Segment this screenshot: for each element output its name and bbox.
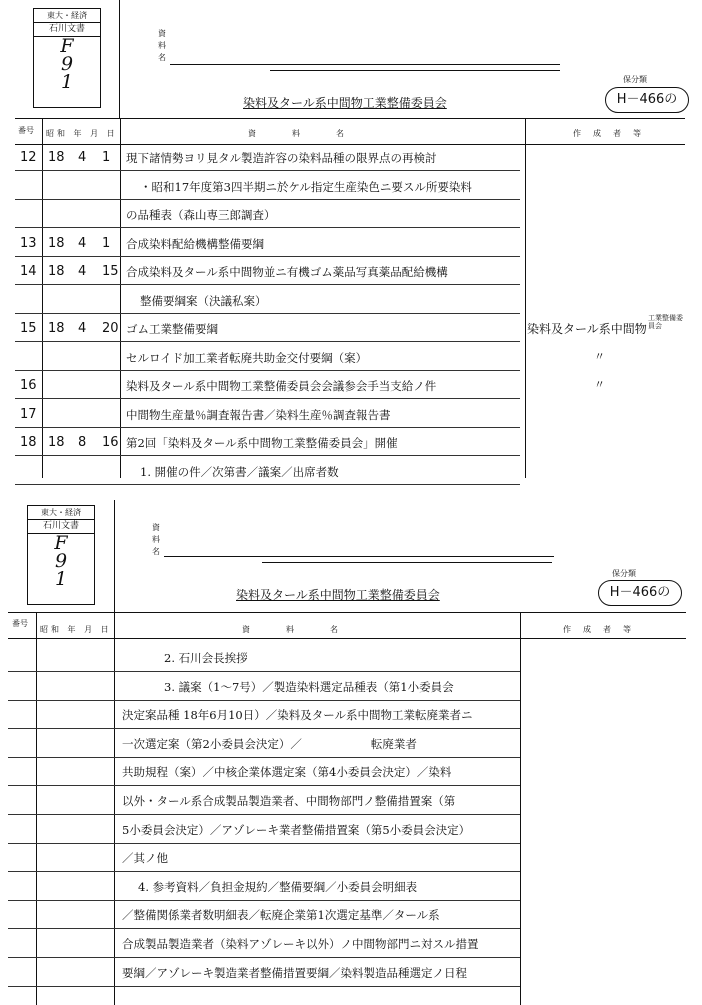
stamp-code-2: 9: [60, 53, 74, 75]
row-title: 合成染料及タール系中間物並ニ有機ゴム薬品写真薬品配給機構: [126, 265, 448, 279]
row-title: 決定案品種 18年6月10日）／染料及タール系中間物工業転廃業者ニ: [122, 708, 473, 723]
row-month: 8: [78, 435, 87, 450]
row-title: セルロイド加工業者転廃共助金交付要綱（案）: [126, 350, 368, 365]
document-label-2: 資料名: [152, 523, 160, 556]
row-day: 15: [102, 264, 119, 279]
row-title: 中間物生産量％調査報告書／染料生産％調査報告書: [126, 407, 391, 422]
header-date: 昭和 年 月 日: [46, 129, 118, 138]
row-number: 16: [20, 378, 37, 393]
row-title: 第2回「染料及タール系中間物工業整備委員会」開催: [126, 436, 398, 450]
row-rule: [15, 227, 520, 228]
stamp-code-2: 9: [54, 550, 68, 572]
row-title: 3. 議案（1～7号）／製造染料選定品種表（第1小委員会: [164, 679, 454, 694]
row-rule: [8, 728, 520, 729]
author-ditto-2: 〃: [594, 378, 605, 391]
row-number: 18: [20, 435, 37, 450]
row-year: 18: [48, 235, 65, 251]
page-title-2: 染料及タール系中間物工業整備委員会: [236, 588, 440, 602]
stamp-top: 東大・経済: [34, 9, 100, 23]
row-title: ・昭和17年度第3四半期ニ於ケル指定生産染色ニ要スル所要染料: [140, 179, 472, 194]
archive-stamp-2: [27, 505, 95, 605]
row-rule: [15, 484, 520, 485]
row-day: 1: [102, 150, 111, 165]
row-rule: [8, 785, 520, 786]
row-year: 18: [48, 264, 65, 279]
header-number-2: 番号: [12, 619, 28, 628]
row-number: 15: [20, 321, 37, 336]
row-rule: [8, 757, 520, 758]
document-label: 資料名: [158, 29, 166, 62]
row-rule: [8, 843, 520, 844]
row-day: 1: [102, 235, 111, 251]
row-rule: [8, 871, 520, 872]
archive-stamp: [33, 8, 101, 108]
row-rule: [15, 284, 520, 285]
header-author: 作成者等: [573, 129, 653, 138]
row-year: 18: [48, 435, 65, 450]
row-month: 4: [78, 264, 87, 279]
row-month: 4: [78, 321, 87, 336]
classification-label-2: 保分類: [612, 569, 636, 578]
row-day: 20: [102, 321, 119, 336]
classification-label: 保分類: [623, 75, 647, 84]
row-rule: [15, 427, 520, 428]
row-rule: [8, 900, 520, 901]
row-title: 染料及タール系中間物工業整備委員会会議参会手当支給ノ件: [126, 379, 437, 393]
row-year: 18: [48, 150, 65, 165]
row-title: 一次選定案（第2小委員会決定）／ 転廃業者: [122, 736, 417, 751]
row-day: 16: [102, 435, 119, 450]
row-title: 合成染料配給機構整備要綱: [126, 236, 264, 251]
stamp-middle: 石川文書: [34, 23, 100, 37]
row-title: ／整備関係業者数明細表／転廃企業第1次選定基準／タール系: [122, 908, 440, 923]
classification-box: H－466の: [605, 87, 689, 113]
row-month: 4: [78, 150, 87, 165]
row-number: 12: [20, 150, 37, 165]
row-rule: [8, 671, 520, 672]
header-date-2: 昭和 年 月 日: [40, 625, 112, 634]
row-number: 17: [20, 406, 37, 422]
stamp-code-1: F: [60, 35, 74, 57]
header-name-2: 資料名: [242, 625, 374, 634]
stamp-code-3: 1: [54, 568, 68, 590]
row-title: 合成製品製造業者（染料アゾレーキ以外）ノ中間物部門ニ対スル措置: [122, 937, 479, 951]
row-rule: [8, 986, 520, 987]
row-rule: [15, 455, 520, 456]
row-title: ゴム工業整備要綱: [126, 322, 218, 336]
author-ditto-1: 〃: [594, 350, 605, 363]
classification-box-2: H－466の: [598, 580, 682, 606]
row-rule: [15, 170, 520, 171]
row-title: 整備要綱案（決議私案）: [140, 293, 267, 308]
row-rule: [15, 398, 520, 399]
row-title: ／其ノ他: [122, 851, 168, 866]
header-number: 番号: [18, 126, 34, 135]
row-rule: [8, 814, 520, 815]
row-title: 5小委員会決定）／アゾレーキ業者整備措置案（第5小委員会決定）: [122, 822, 471, 837]
row-number: 14: [20, 264, 37, 279]
row-title: 4. 参考資料／負担金規約／整備要綱／小委員会明細表: [138, 879, 418, 894]
row-rule: [15, 256, 520, 257]
author-note-1: 工業整備委員会: [648, 314, 683, 330]
row-number: 13: [20, 235, 37, 251]
row-title: 1. 開催の件／次第書／議案／出席者数: [140, 464, 339, 479]
header-author-2: 作成者等: [563, 625, 643, 634]
page-title: 染料及タール系中間物工業整備委員会: [243, 96, 447, 110]
row-rule: [15, 313, 520, 314]
row-month: 4: [78, 235, 87, 251]
row-rule: [15, 341, 520, 342]
stamp-middle: 石川文書: [28, 520, 94, 534]
stamp-code-3: 1: [60, 71, 74, 93]
author-line-1: 染料及タール系中間物: [527, 322, 647, 336]
row-year: 18: [48, 321, 65, 336]
row-rule: [8, 957, 520, 958]
row-title: 共助規程（案）／中核企業体選定案（第4小委員会決定）／染料: [122, 765, 452, 780]
stamp-top: 東大・経済: [28, 506, 94, 520]
row-title: 2. 石川会長挨拶: [164, 651, 248, 665]
header-name: 資料名: [248, 129, 380, 138]
row-title: 要綱／アゾレーキ製造業者整備措置要綱／染料製造品種選定ノ日程: [122, 965, 467, 980]
row-rule: [8, 928, 520, 929]
row-rule: [15, 199, 520, 200]
row-title: 現下諸情勢ヨリ見タル製造許容の染料品種の限界点の再検討: [126, 151, 437, 165]
row-title: 以外・タール系合成製品製造業者、中間物部門ノ整備措置案（第: [122, 794, 456, 808]
row-rule: [8, 700, 520, 701]
stamp-code-1: F: [54, 532, 68, 554]
row-title: の品種表（森山専三郎調査）: [126, 208, 276, 222]
row-rule: [15, 370, 520, 371]
